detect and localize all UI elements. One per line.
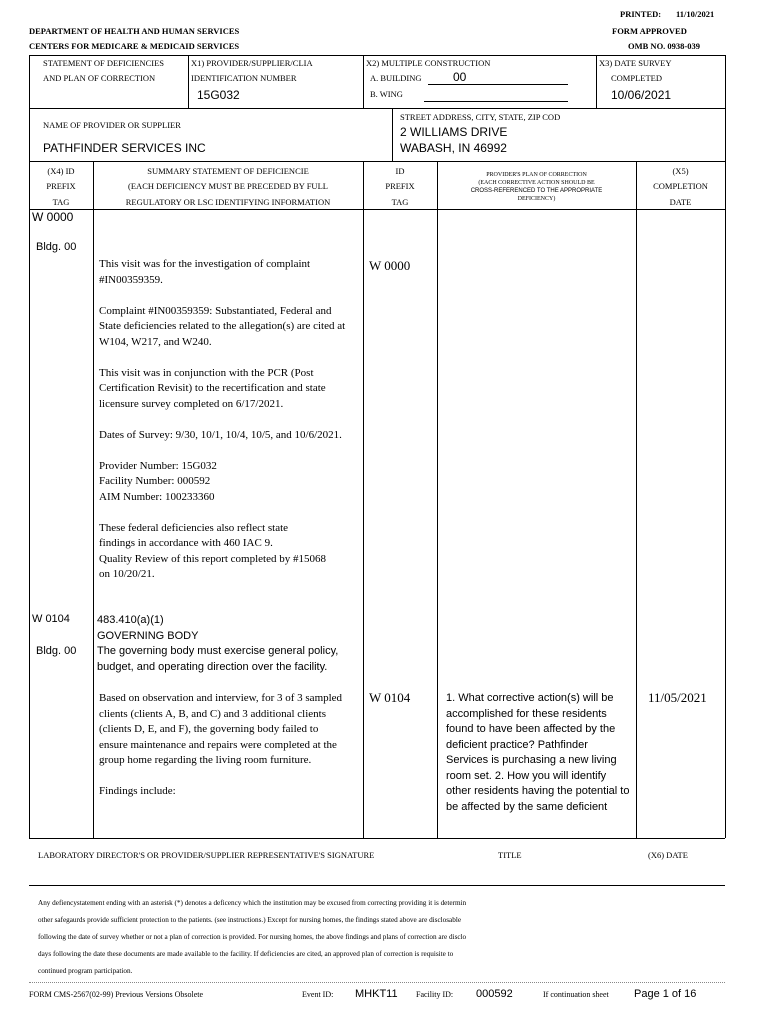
tag-w0104: W 0104 xyxy=(32,613,70,625)
disclaimer-text xyxy=(38,895,466,980)
building-value: 00 xyxy=(453,70,467,84)
footer-divider xyxy=(29,982,725,983)
findings-include: Findings include: xyxy=(99,785,176,797)
disclaimer-line: following the date of survey whether or not a plan of correction is provided. For nursing homes, the above findings and plans of correction are disclo xyxy=(38,933,467,941)
address-label: STREET ADDRESS, CITY, STATE, ZIP COD xyxy=(400,112,561,122)
finding-text: Based on observation and interview, for 3 of 3 sampled clients (clients A, B, and C) and 3 additional clients (clients D, E, and F), the governing body failed to ensure maintenance and repairs were completed at the group home regarding the living room furniture. xyxy=(99,692,343,766)
summary-text-block xyxy=(99,257,347,583)
event-id-label: Event ID: xyxy=(302,990,334,999)
plan-of-correction-text: 1. What corrective action(s) will be accomplished for these residents found to have been affected by the deficient practice? Pathfinder Services is purchasing a new living room set. 2. How you will identify other residents having the potential to be affected by the same deficient xyxy=(446,692,630,813)
address-line-2: WABASH, IN 46992 xyxy=(400,141,507,155)
x5-header-2: COMPLETION xyxy=(653,181,708,191)
tag-w0000: W 0000 xyxy=(32,210,74,224)
grid-line xyxy=(437,161,438,838)
x4-header-1: (X4) ID xyxy=(47,166,75,176)
disclaimer-line: continued program participation. xyxy=(38,967,133,975)
building-label: A. BUILDING xyxy=(370,73,422,83)
disclaimer-line: Any defiencystatement ending with an asterisk (*) denotes a deficency which the institution may be excused from correcting providing it is determin xyxy=(38,899,467,907)
grid-line xyxy=(188,55,189,108)
form-approved: FORM APPROVED xyxy=(612,26,687,36)
omb-number: OMB NO. 0938-039 xyxy=(628,41,701,51)
grid-line xyxy=(29,838,725,839)
summary-line: Quality Review of this report completed by #15068 xyxy=(99,552,326,565)
grid-line xyxy=(636,161,637,838)
bldg-label-1: Bldg. 00 xyxy=(36,241,77,253)
summary-line: These federal deficiencies also reflect state xyxy=(99,521,289,534)
grid-line xyxy=(29,161,725,162)
x3-label-1: X3) DATE SURVEY xyxy=(599,58,672,68)
summary-line: findings in accordance with 460 IAC 9. xyxy=(99,537,273,549)
summary-header-3: REGULATORY OR LSC IDENTIFYING INFORMATION xyxy=(125,197,331,207)
summary-line: on 10/20/21. xyxy=(99,568,155,580)
provider-id-value: 15G032 xyxy=(197,88,240,102)
x3-label-2: COMPLETED xyxy=(611,73,662,83)
summary-paragraph: Complaint #IN00359359: Substantiated, Federal and State deficiencies related to the allegation(s) are cited at W104, W217, and W240. xyxy=(99,304,346,348)
survey-date-value: 10/06/2021 xyxy=(611,88,672,102)
printed-date: 11/10/2021 xyxy=(676,9,715,19)
department-name: DEPARTMENT OF HEALTH AND HUMAN SERVICES xyxy=(29,26,240,36)
address-line-1: 2 WILLIAMS DRIVE xyxy=(400,125,508,139)
cms-name: CENTERS FOR MEDICARE & MEDICAID SERVICES xyxy=(29,41,240,51)
summary-line: Provider Number: 15G032 xyxy=(99,459,217,472)
summary-paragraph: This visit was for the investigation of complaint #IN00359359. xyxy=(99,258,311,286)
summary-paragraph: Dates of Survey: 9/30, 10/1, 10/4, 10/5, and 10/6/2021. xyxy=(99,428,342,441)
grid-line xyxy=(392,108,393,161)
regulation-block xyxy=(97,613,349,675)
disclaimer-line: days following the date these documents are made available to the facility. If deficiencies are cited, an approved plan of correction is requisite to xyxy=(38,950,454,958)
completion-date: 11/05/2021 xyxy=(648,690,707,705)
facility-id-label: Facility ID: xyxy=(416,990,454,999)
summary-line: Facility Number: 000592 xyxy=(99,475,211,487)
grid-line xyxy=(725,55,726,838)
id-header-3: TAG xyxy=(391,197,409,207)
printed-label: PRINTED: xyxy=(620,9,662,19)
grid-line xyxy=(363,55,364,108)
plan-header-2: (EACH CORRECTIVE ACTION SHOULD BE xyxy=(478,180,595,186)
page-number: Page 1 of 16 xyxy=(634,988,697,1000)
bldg-label-2: Bldg. 00 xyxy=(36,645,77,657)
summary-header-1: SUMMARY STATEMENT OF DEFICIENCIE xyxy=(147,166,309,176)
disclaimer-line: other safegaurds provide sufficient protection to the patients. (see instructions.) Except for nursing homes, the findings stated above are disclosable xyxy=(38,916,462,924)
finding-block xyxy=(99,691,344,800)
form-id: FORM CMS-2567(02-99) Previous Versions Obsolete xyxy=(29,990,204,999)
regulation-code: 483.410(a)(1) xyxy=(97,614,164,626)
tag-w0104-right: W 0104 xyxy=(369,690,411,705)
grid-line xyxy=(29,108,725,109)
continuation-label: If continuation sheet xyxy=(543,990,609,999)
id-header-2: PREFIX xyxy=(385,181,415,191)
x1-label-1: X1) PROVIDER/SUPPLIER/CLIA xyxy=(191,58,313,68)
wing-underline xyxy=(424,101,568,102)
provider-name-label: NAME OF PROVIDER OR SUPPLIER xyxy=(43,120,181,130)
grid-line xyxy=(29,885,725,886)
x5-header-3: DATE xyxy=(669,197,692,207)
event-id-value: MHKT11 xyxy=(355,988,398,1000)
grid-line xyxy=(596,55,597,108)
x2-label: X2) MULTIPLE CONSTRUCTION xyxy=(366,58,491,68)
id-header-1: ID xyxy=(395,166,405,176)
statement-label-2: AND PLAN OF CORRECTION xyxy=(43,73,156,83)
plan-header-4: DEFICIENCY) xyxy=(517,196,556,202)
plan-header-1: PROVIDER'S PLAN OF CORRECTION xyxy=(486,172,587,178)
date-label: (X6) DATE xyxy=(648,850,688,860)
x4-header-2: PREFIX xyxy=(46,181,76,191)
regulation-text: The governing body must exercise general policy, budget, and operating direction over the facility. xyxy=(97,645,339,673)
summary-line: AIM Number: 100233360 xyxy=(99,490,215,503)
summary-paragraph: This visit was in conjunction with the PCR (Post Certification Revisit) to the recertification and state licensure survey completed on 6/17/2021. xyxy=(99,366,326,410)
grid-line xyxy=(29,55,725,56)
grid-line xyxy=(93,161,94,838)
x1-label-2: IDENTIFICATION NUMBER xyxy=(191,73,297,83)
grid-line xyxy=(363,161,364,838)
signature-label: LABORATORY DIRECTOR'S OR PROVIDER/SUPPLIER REPRESENTATIVE'S SIGNATURE xyxy=(38,850,375,860)
facility-id-value: 000592 xyxy=(476,988,513,1000)
plan-header-3: CROSS-REFERENCED TO THE APPROPRIATE xyxy=(470,188,603,194)
regulation-title: GOVERNING BODY xyxy=(97,629,199,642)
tag-w0000-right: W 0000 xyxy=(369,258,411,273)
summary-header-2: (EACH DEFICIENCY MUST BE PRECEDED BY FULL xyxy=(128,181,328,191)
x5-header-1: (X5) xyxy=(672,166,689,176)
statement-label-1: STATEMENT OF DEFICIENCIES xyxy=(43,58,165,68)
title-label: TITLE xyxy=(498,850,522,860)
provider-name-value: PATHFINDER SERVICES INC xyxy=(43,141,206,155)
building-underline xyxy=(428,84,568,85)
grid-line xyxy=(29,209,725,210)
x4-header-3: TAG xyxy=(52,197,70,207)
wing-label: B. WING xyxy=(370,89,403,99)
